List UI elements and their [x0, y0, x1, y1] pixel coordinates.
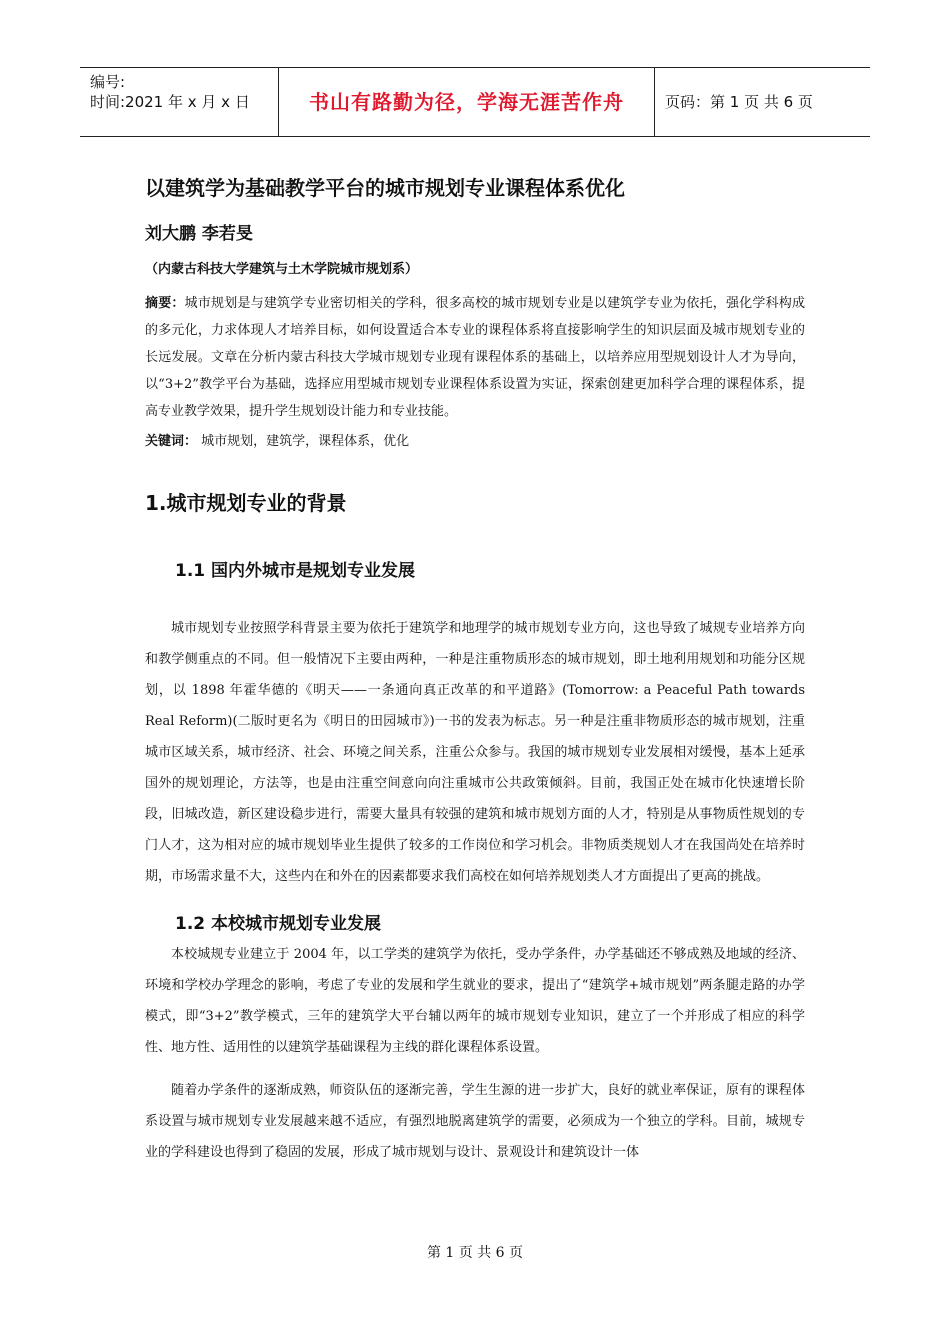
- article-authors: 刘大鹏 李若旻: [145, 224, 253, 244]
- section-1-2-paragraph-2: 随着办学条件的逐渐成熟，师资队伍的逐渐完善，学生生源的进一步扩大，良好的就业率保证，原有的课程体系设置与城市规划专业发展越来越不适应，有强烈地脱离建筑学的需要，必须成为一个独立的学科。目前，城规专业的学科建设也得到了稳固的发展，形成了城市规划与设计、景观设计和建筑设计一体: [145, 1083, 805, 1160]
- document-time-label: 时间:2021 年 x 月 x 日: [90, 93, 250, 111]
- article-affiliation: （内蒙古科技大学建筑与土木学院城市规划系）: [145, 262, 419, 277]
- section-heading-1: 1.城市规划专业的背景: [145, 491, 347, 515]
- page-header: [80, 67, 870, 137]
- abstract-text: 城市规划是与建筑学专业密切相关的学科，很多高校的城市规划专业是以建筑学专业为依托，强化学科构成的多元化，力求体现人才培养目标，如何设置适合本专业的课程体系将直接影响学生的知识层面及城市规划专业的长远发展。文章在分析内蒙古科技大学城市规划专业现有课程体系的基础上，以培养应用型规划设计人才为导向，以“3+2”教学平台为基础，选择应用型城市规划专业课程体系设置为实证，探索创建更加科学合理的课程体系，提高专业教学效果，提升学生规划设计能力和专业技能。: [145, 296, 805, 419]
- section-1-2-paragraph-1: 本校城规专业建立于 2004 年，以工学类的建筑学为依托，受办学条件，办学基础还不够成熟及地域的经济、环境和学校办学理念的影响，考虑了专业的发展和学生就业的要求，提出了“建筑学+城市规划”两条腿走路的办学模式，即“3+2”教学模式，三年的建筑学大平台辅以两年的城市规划专业知识，建立了一个并形成了相应的科学性、地方性、适用性的以建筑学基础课程为主线的群化课程体系设置。: [145, 947, 805, 1055]
- article-body: [145, 170, 805, 1168]
- abstract-label: 摘要：: [145, 296, 185, 311]
- section-1-1-paragraph: 城市规划专业按照学科背景主要为依托于建筑学和地理学的城市规划专业方向，这也导致了城规专业培养方向和教学侧重点的不同。但一般情况下主要由两种，一种是注重物质形态的城市规划，即土地利用规划和功能分区规划，以 1898 年霍华德的《明天——一条通向真正改革的和平道路》(Tomorrow: a Peaceful Path towards Real Reform)(二版时更名为《明日的田园城市》)一书的发表为标志。另一种是注重非物质形态的城市规划，注重城市区域关系，城市经济、社会、环境之间关系，注重公众参与。我国的城市规划专业发展相对缓慢，基本上延承国外的规划理论，方法等，也是由注重空间意向向注重城市公共政策倾斜。目前，我国正处在城市化快速增长阶段，旧城改造，新区建设稳步进行，需要大量具有较强的建筑和城市规划方面的人才，特别是从事物质性规划的专门人才，这为相对应的城市规划毕业生提供了较多的工作岗位和学习机会。非物质类规划人才在我国尚处在培养时期，市场需求量不大，这些内在和外在的因素都要求我们高校在如何培养规划类人才方面提出了更高的挑战。: [145, 621, 805, 884]
- abstract-paragraph: [145, 290, 805, 425]
- article-title: 以建筑学为基础教学平台的城市规划专业课程体系优化: [145, 176, 625, 200]
- header-page-code: 页码：第 1 页 共 6 页: [665, 93, 813, 111]
- page-footer: 第 1 页 共 6 页: [426, 1245, 524, 1261]
- header-meta-cell: [80, 68, 279, 136]
- section-heading-1-1: 1.1 国内外城市是规划专业发展: [175, 561, 416, 581]
- keywords-line: [145, 428, 805, 455]
- header-motto-cell: [279, 68, 655, 136]
- header-motto: 书山有路勤为径，学海无涯苦作舟: [309, 90, 624, 114]
- section-heading-1-2: 1.2 本校城市规划专业发展: [175, 914, 382, 934]
- keywords-label: 关键词：: [145, 434, 198, 449]
- keywords-text: 城市规划，建筑学，课程体系，优化: [197, 434, 410, 449]
- document-number-label: 编号:: [90, 73, 126, 91]
- header-page-cell: [655, 68, 870, 136]
